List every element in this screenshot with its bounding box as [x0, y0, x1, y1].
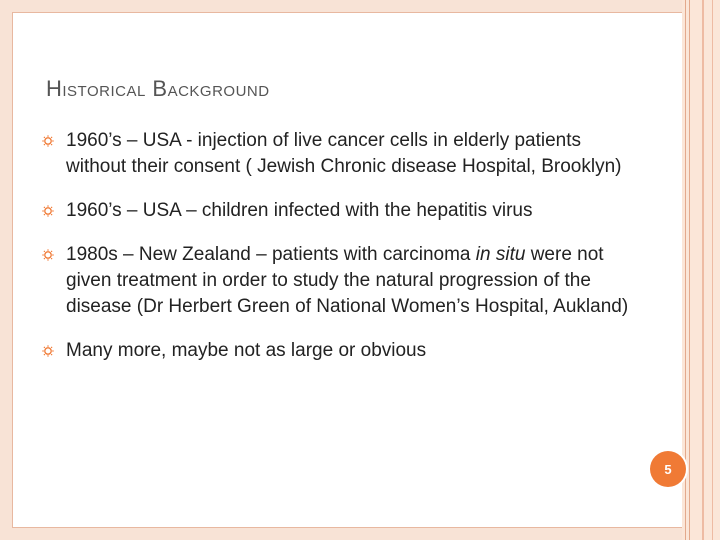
border-line: [12, 12, 682, 13]
bullet-item: [42, 242, 632, 320]
bullet-item: [42, 198, 632, 224]
sun-bullet-icon: [42, 249, 54, 261]
border-line: [12, 527, 682, 528]
slide-border-bottom: [0, 528, 720, 540]
bullet-text: 1960’s – USA – children infected with the hepatitis virus: [66, 200, 533, 221]
bullet-item: [42, 128, 632, 180]
decorative-line: [702, 0, 704, 540]
decorative-line: [712, 0, 713, 540]
page-number-badge: 5: [650, 451, 686, 487]
slide-border-top: [0, 0, 720, 12]
slide-border-left: [0, 0, 12, 540]
bullet-text-italic: in situ: [475, 244, 526, 265]
bullet-text: Many more, maybe not as large or obvious: [66, 340, 427, 361]
bullet-item: [42, 338, 632, 364]
bullet-list: [42, 128, 632, 382]
decorative-line: [685, 0, 686, 540]
sun-bullet-icon: [42, 345, 54, 357]
bullet-text: 1980s – New Zealand – patients with carcinoma: [66, 244, 476, 265]
border-line: [12, 12, 13, 528]
decorative-line: [689, 0, 690, 540]
decorative-side-bar: [682, 0, 720, 540]
sun-bullet-icon: [42, 135, 54, 147]
bullet-text: were not given treatment in order to study the natural progression of the disease (Dr Herbert Green of National Women’s Hospital, Aukland): [66, 244, 629, 317]
sun-bullet-icon: [42, 205, 54, 217]
bullet-text: 1960’s – USA - injection of live cancer cells in elderly patients without their consent ( Jewish Chronic disease Hospital, Brooklyn): [66, 130, 622, 177]
slide-title: Historical Background: [46, 76, 270, 101]
